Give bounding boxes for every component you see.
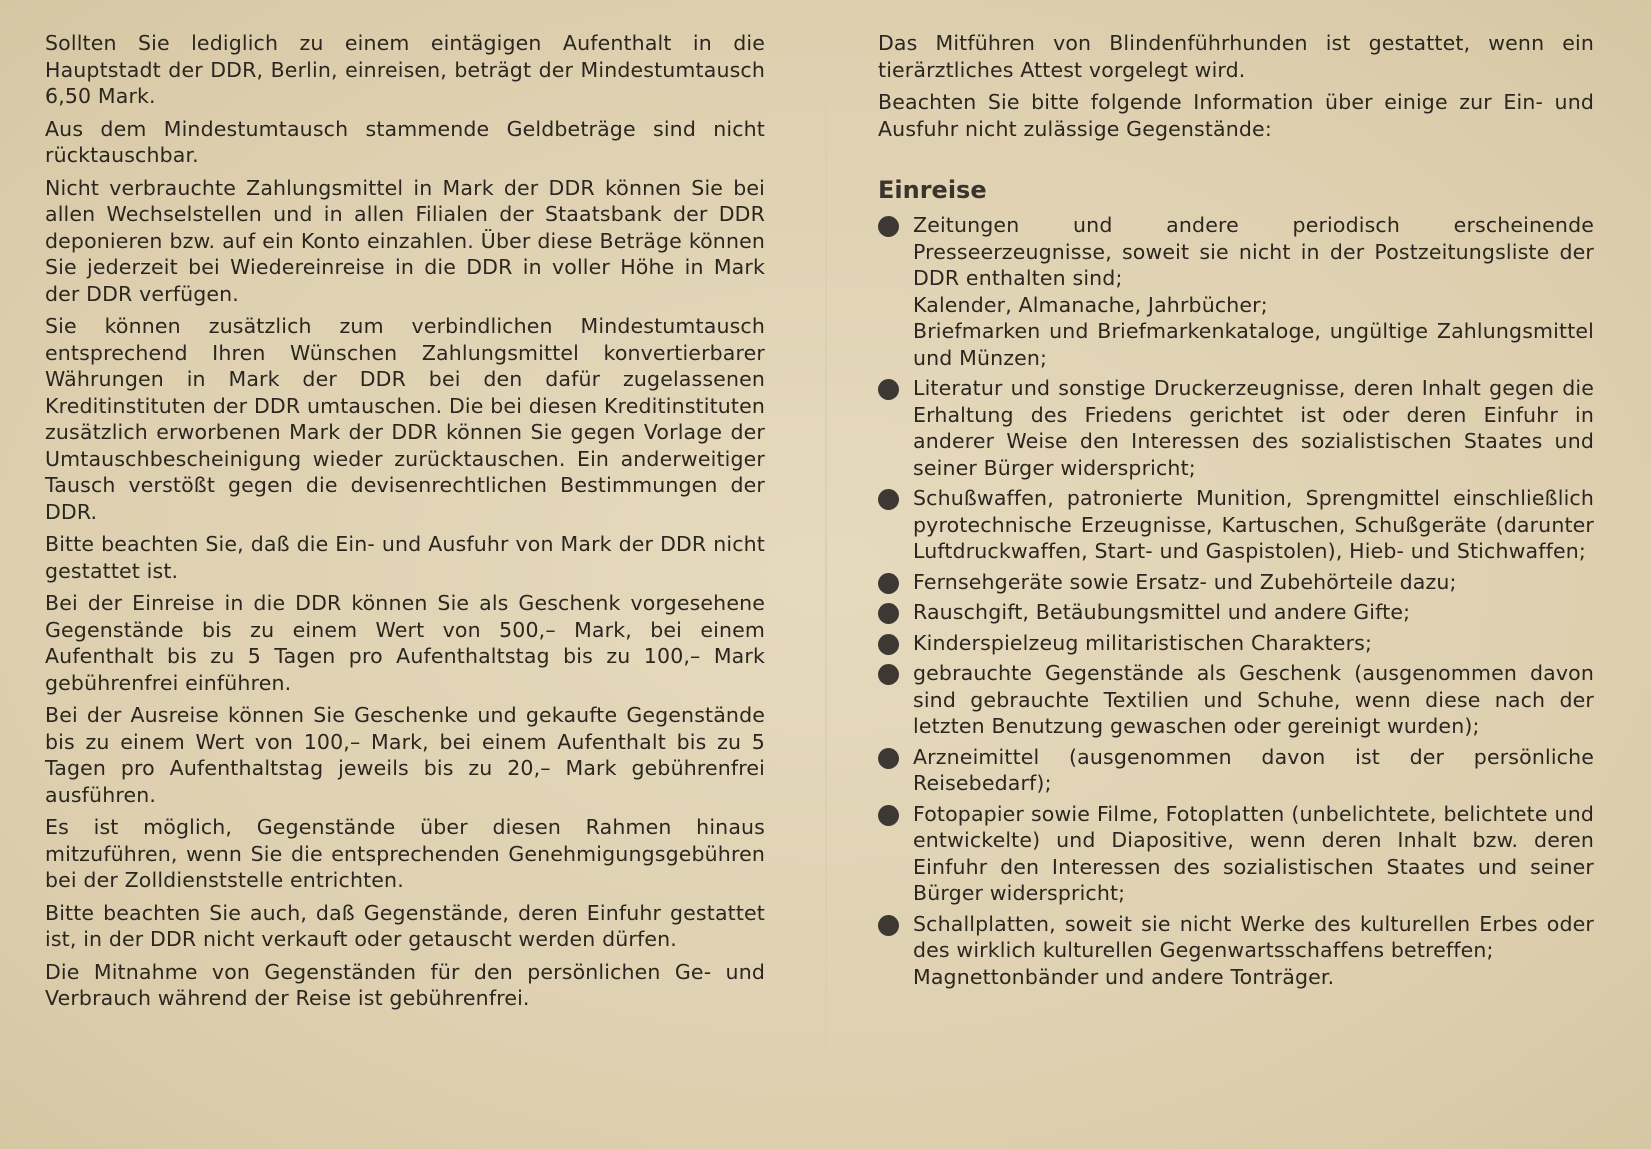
list-item bbox=[878, 212, 1594, 371]
page-fold bbox=[825, 0, 827, 1149]
list-item bbox=[878, 911, 1594, 991]
paragraph: Die Mitnahme von Gegenständen für den persönlichen Ge- und Verbrauch während der Reise ist gebührenfrei. bbox=[45, 959, 765, 1010]
list-item bbox=[878, 485, 1594, 565]
intro-paragraph: Das Mitführen von Blindenführhunden ist gestattet, wenn ein tierärztliches Attest vorgelegt wird. bbox=[878, 31, 1594, 82]
bullet-icon bbox=[878, 634, 899, 655]
paragraph: Sollten Sie lediglich zu einem eintägigen Aufenthalt in die Hauptstadt der DDR, Berlin, einreisen, beträgt der Mindestumtausch 6,50 Mark. bbox=[45, 31, 765, 108]
paragraph: Es ist möglich, Gegenstände über diesen Rahmen hinaus mitzuführen, wenn Sie die entsprechenden Genehmigungsgebühren bei der Zolldienststelle entrichten. bbox=[45, 815, 765, 892]
item-text: Fotopapier sowie Filme, Fotoplatten (unbelichtete, belichtete und entwickelte) und Diapositive, wenn deren Inhalt bzw. deren Einfuhr den Interessen des sozialistischen Staates und seiner Bürger widerspricht; bbox=[913, 801, 1594, 905]
paragraph: Bitte beachten Sie auch, daß Gegenstände, deren Einfuhr gestattet ist, in der DDR nicht verkauft oder getauscht werden dürfen. bbox=[45, 900, 765, 951]
list-item bbox=[878, 744, 1594, 797]
item-text: Literatur und sonstige Druckerzeugnisse, deren Inhalt gegen die Erhaltung des Friedens gerichtet ist oder deren Einfuhr in anderer Weise den Interessen des sozialistischen Staates und seiner Bürger widerspricht; bbox=[913, 376, 1594, 480]
list-item bbox=[878, 801, 1594, 907]
paragraph: Bitte beachten Sie, daß die Ein- und Ausfuhr von Mark der DDR nicht gestattet ist. bbox=[45, 532, 765, 583]
paragraph: Bei der Einreise in die DDR können Sie als Geschenk vorgesehene Gegenstände bis zu einem Wert von 500,– Mark, bei einem Aufenthalt bis zu 5 Tagen pro Aufenthaltstag bis zu 100,– Mark gebührenfrei einführen. bbox=[45, 591, 765, 695]
item-text: Kinderspielzeug militaristischen Charakters; bbox=[913, 630, 1373, 655]
list-item bbox=[878, 599, 1594, 626]
item-text: Rauschgift, Betäubungsmittel und andere Gifte; bbox=[913, 600, 1411, 624]
paragraph: Bei der Ausreise können Sie Geschenke und gekaufte Gegenstände bis zu einem Wert von 100,– Mark, bei einem Aufenthalt bis zu 5 Tagen pro Aufenthaltstag jeweils bis zu 20,– Mark gebührenfrei ausführen. bbox=[45, 703, 765, 807]
item-text: Schußwaffen, patronierte Munition, Sprengmittel einschließlich pyrotechnische Erzeugnisse, Kartuschen, Schußgeräte (darunter Luftdruckwaffen, Start- und Gaspistolen), Hieb- und Stichwaffen; bbox=[913, 486, 1594, 563]
bullet-icon bbox=[878, 603, 899, 624]
item-text: Schallplatten, soweit sie nicht Werke des kulturellen Erbes oder des wirklich kulturellen Gegenwartsschaffens betreffen; bbox=[913, 911, 1594, 962]
bullet-icon bbox=[878, 489, 899, 510]
intro-paragraph: Beachten Sie bitte folgende Information über einige zur Ein- und Ausfuhr nicht zulässige Gegenstände: bbox=[878, 90, 1594, 141]
paragraph: Nicht verbrauchte Zahlungsmittel in Mark der DDR können Sie bei allen Wechselstellen und in allen Filialen der Staatsbank der DDR deponieren bzw. auf ein Konto einzahlen. Über diese Beträge können Sie jederzeit bei Wiedereinreise in die DDR in voller Höhe in Mark der DDR verfügen. bbox=[45, 175, 765, 306]
bullet-icon bbox=[878, 379, 899, 400]
paragraph: Aus dem Mindestumtausch stammende Geldbeträge sind nicht rücktauschbar. bbox=[45, 116, 765, 167]
left-column bbox=[45, 30, 765, 1018]
item-text: Zeitungen und andere periodisch erscheinende Presseerzeugnisse, soweit sie nicht in der Postzeitungsliste der DDR enthalten sind; bbox=[913, 213, 1594, 290]
item-text: Briefmarken und Briefmarkenkataloge, ungültige Zahlungsmittel und Münzen; bbox=[913, 319, 1594, 370]
bullet-icon bbox=[878, 748, 899, 769]
bullet-icon bbox=[878, 915, 899, 936]
bullet-icon bbox=[878, 805, 899, 826]
item-text: Arzneimittel (ausgenommen davon ist der persönliche Reisebedarf); bbox=[913, 744, 1594, 795]
list-item bbox=[878, 569, 1594, 596]
item-text: Kalender, Almanache, Jahrbücher; bbox=[913, 292, 1268, 317]
list-item bbox=[878, 660, 1594, 740]
item-text: gebrauchte Gegenstände als Geschenk (ausgenommen davon sind gebrauchte Textilien und Schuhe, wenn diese nach der letzten Benutzung gewaschen oder gereinigt wurden); bbox=[913, 661, 1594, 738]
item-text: Magnettonbänder und andere Tonträger. bbox=[913, 964, 1335, 989]
item-text: Fernsehgeräte sowie Ersatz- und Zubehörteile dazu; bbox=[913, 569, 1457, 594]
bullet-icon bbox=[878, 573, 899, 594]
bullet-icon bbox=[878, 216, 899, 237]
bullet-icon bbox=[878, 664, 899, 685]
list-item bbox=[878, 630, 1594, 657]
list-item bbox=[878, 375, 1594, 481]
right-column bbox=[878, 30, 1594, 994]
prohibited-items-list bbox=[878, 212, 1594, 990]
section-heading: Einreise bbox=[878, 176, 987, 204]
paragraph: Sie können zusätzlich zum verbindlichen Mindestumtausch entsprechend Ihren Wünschen Zahlungsmittel konvertierbarer Währungen in Mark der DDR bei den dafür zugelassenen Kreditinstituten der DDR umtauschen. Die bei diesen Kreditinstituten zusätzlich erworbenen Mark der DDR können Sie gegen Vorlage der Umtauschbescheinigung wieder zurücktauschen. Ein anderweitiger Tausch verstößt gegen die devisenrechtlichen Bestimmungen der DDR. bbox=[45, 314, 765, 524]
